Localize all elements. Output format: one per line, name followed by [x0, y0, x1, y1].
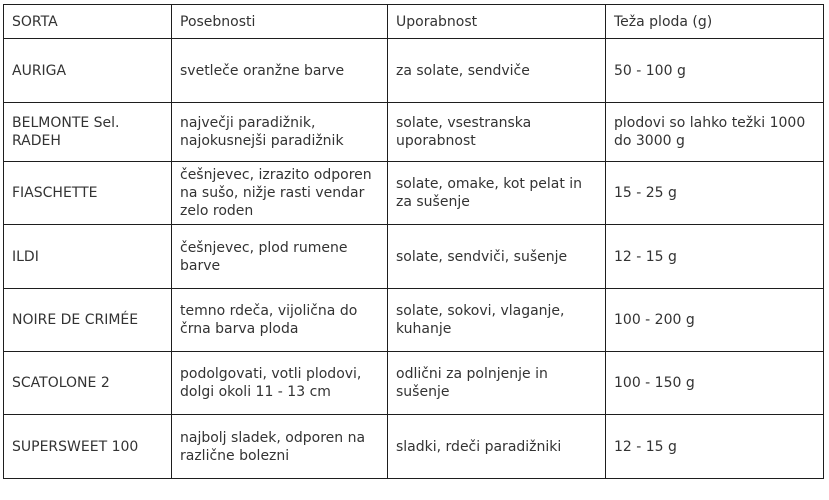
table-row — [4, 289, 824, 352]
table-row — [4, 103, 824, 162]
cell-uporabnost: solate, omake, kot pelat in za sušenje — [388, 162, 606, 225]
table-row — [4, 162, 824, 225]
header-sorta: SORTA — [4, 5, 172, 39]
cell-teza: 100 - 150 g — [606, 352, 824, 415]
tomato-varieties-table — [3, 4, 824, 479]
cell-sorta: FIASCHETTE — [4, 162, 172, 225]
cell-teza: 15 - 25 g — [606, 162, 824, 225]
cell-sorta: AURIGA — [4, 39, 172, 103]
cell-posebnosti: temno rdeča, vijolična do črna barva ploda — [172, 289, 388, 352]
cell-sorta: BELMONTE Sel. RADEH — [4, 103, 172, 162]
cell-posebnosti: češnjevec, izrazito odporen na sušo, nižje rasti vendar zelo roden — [172, 162, 388, 225]
header-uporabnost: Uporabnost — [388, 5, 606, 39]
cell-posebnosti: češnjevec, plod rumene barve — [172, 225, 388, 289]
cell-posebnosti: največji paradižnik, najokusnejši paradižnik — [172, 103, 388, 162]
cell-sorta: SUPERSWEET 100 — [4, 415, 172, 479]
cell-uporabnost: solate, sokovi, vlaganje, kuhanje — [388, 289, 606, 352]
cell-sorta: ILDI — [4, 225, 172, 289]
cell-teza: 12 - 15 g — [606, 415, 824, 479]
cell-teza: 50 - 100 g — [606, 39, 824, 103]
cell-uporabnost: odlični za polnjenje in sušenje — [388, 352, 606, 415]
table-row — [4, 415, 824, 479]
cell-uporabnost: sladki, rdeči paradižniki — [388, 415, 606, 479]
cell-teza: 12 - 15 g — [606, 225, 824, 289]
header-teza-ploda: Teža ploda (g) — [606, 5, 824, 39]
cell-uporabnost: solate, vsestranska uporabnost — [388, 103, 606, 162]
cell-uporabnost: solate, sendviči, sušenje — [388, 225, 606, 289]
cell-sorta: SCATOLONE 2 — [4, 352, 172, 415]
table-row — [4, 225, 824, 289]
cell-posebnosti: svetleče oranžne barve — [172, 39, 388, 103]
cell-posebnosti: podolgovati, votli plodovi, dolgi okoli 11 - 13 cm — [172, 352, 388, 415]
table-header-row — [4, 5, 824, 39]
cell-teza: plodovi so lahko težki 1000 do 3000 g — [606, 103, 824, 162]
cell-sorta: NOIRE DE CRIMÉE — [4, 289, 172, 352]
cell-uporabnost: za solate, sendviče — [388, 39, 606, 103]
cell-teza: 100 - 200 g — [606, 289, 824, 352]
table-row — [4, 39, 824, 103]
table-row — [4, 352, 824, 415]
header-posebnosti: Posebnosti — [172, 5, 388, 39]
cell-posebnosti: najbolj sladek, odporen na različne bolezni — [172, 415, 388, 479]
